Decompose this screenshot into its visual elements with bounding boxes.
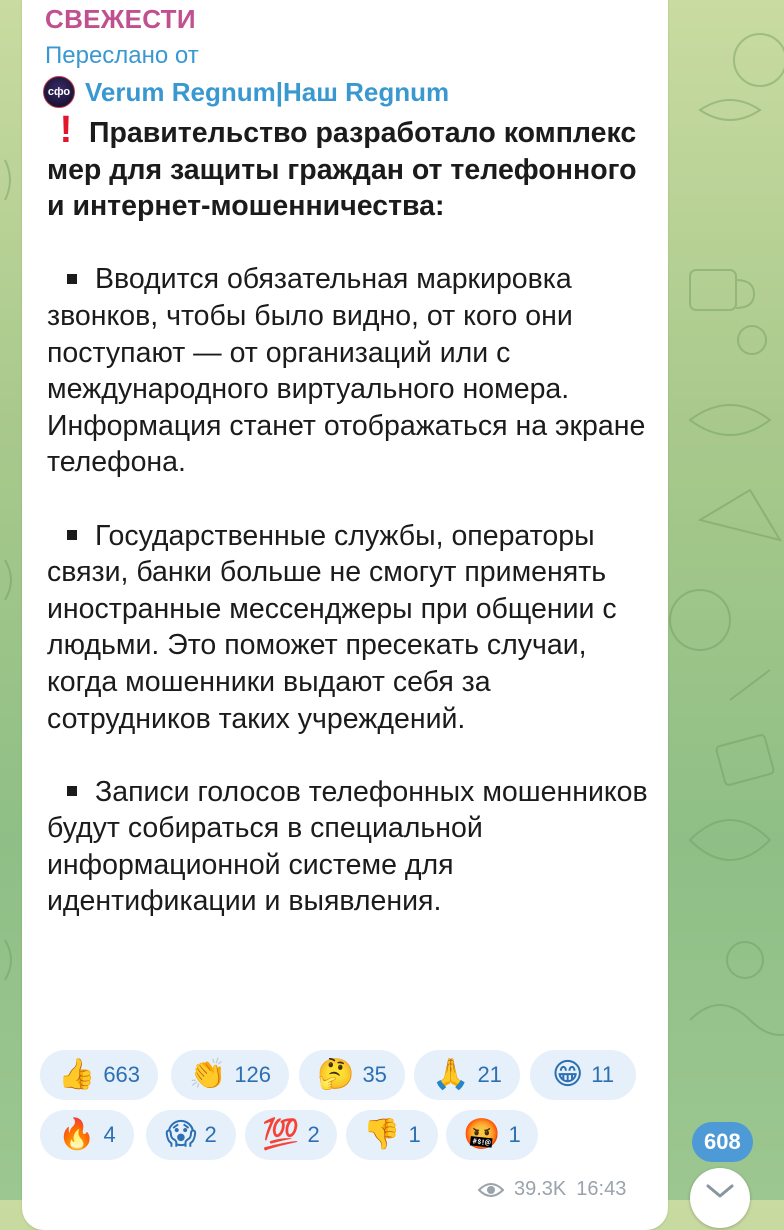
source-avatar[interactable]: сфо [43, 76, 75, 108]
reaction-thinking[interactable] [299, 1050, 405, 1100]
reaction-clap[interactable] [171, 1050, 289, 1100]
headline-text: Правительство разработало комплекс мер для защиты граждан от телефонного и интернет-мошенничества: [47, 117, 637, 223]
exclamation-icon: ! [59, 109, 73, 151]
unread-count-badge[interactable]: 608 [692, 1122, 753, 1162]
praying-hands-icon: 🙏 [432, 1058, 470, 1091]
reaction-scream[interactable] [146, 1110, 236, 1160]
thinking-face-icon: 🤔 [317, 1058, 355, 1091]
reaction-grin[interactable] [530, 1050, 636, 1100]
cursing-face-icon: 🤬 [463, 1118, 501, 1151]
reaction-pray[interactable] [414, 1050, 520, 1100]
reaction-thumbs-up[interactable] [40, 1050, 158, 1100]
thumbs-down-icon: 👎 [363, 1118, 401, 1151]
clap-icon: 👏 [188, 1058, 227, 1091]
message-time: 16:43 [576, 1178, 627, 1200]
reaction-count: 1 [508, 1122, 521, 1147]
reaction-count: 2 [204, 1122, 217, 1147]
eye-icon [478, 1182, 504, 1198]
reaction-count: 11 [591, 1062, 615, 1087]
reaction-count: 663 [103, 1062, 141, 1087]
reaction-count: 35 [362, 1062, 387, 1087]
fire-icon: 🔥 [58, 1118, 96, 1151]
forward-source[interactable] [43, 76, 449, 108]
hundred-points-icon: 💯 [262, 1118, 300, 1151]
bullet-square-icon [67, 786, 77, 796]
channel-name[interactable]: СВЕЖЕСТИ [45, 4, 196, 34]
bullet-item: Государственные службы, операторы связи, банки больше не смогут применять иностранные мессенджеры при общении с людьми. Это поможет пресекать случаи, когда мошенники выдают себя за сотрудников таких учреждений. [47, 519, 617, 735]
view-count: 39.3K [514, 1178, 567, 1200]
reaction-hundred[interactable] [245, 1110, 337, 1160]
reaction-cursing[interactable] [446, 1110, 538, 1160]
chevron-down-icon [703, 1168, 737, 1198]
message-text [47, 109, 657, 920]
screaming-face-icon: 😱 [165, 1118, 197, 1151]
reaction-fire[interactable] [40, 1110, 134, 1160]
forwarded-label: Переслано от [45, 42, 199, 69]
reaction-count: 1 [408, 1122, 421, 1147]
thumbs-up-icon: 👍 [57, 1058, 96, 1091]
reaction-count: 4 [103, 1122, 116, 1147]
message-meta [478, 1178, 626, 1201]
reaction-thumbs-down[interactable] [346, 1110, 438, 1160]
reaction-count: 21 [477, 1062, 502, 1087]
grinning-face-icon: 😁 [551, 1058, 584, 1091]
bullet-item: Вводится обязательная маркировка звонков, чтобы было видно, от кого они поступают — от организаций или с международного виртуального номера. Информация станет отображаться на экране телефона. [47, 263, 646, 479]
bullet-item: Записи голосов телефонных мошенников будут собираться в специальной информационной системе для идентификации и выявления. [47, 775, 648, 918]
bullet-square-icon [67, 274, 77, 284]
source-channel-link[interactable]: Verum Regnum|Наш Regnum [85, 76, 450, 107]
reaction-count: 126 [234, 1062, 272, 1087]
scroll-down-button[interactable] [690, 1168, 750, 1228]
reaction-count: 2 [307, 1122, 320, 1147]
post-headline [47, 109, 657, 225]
bullet-square-icon [67, 530, 77, 540]
